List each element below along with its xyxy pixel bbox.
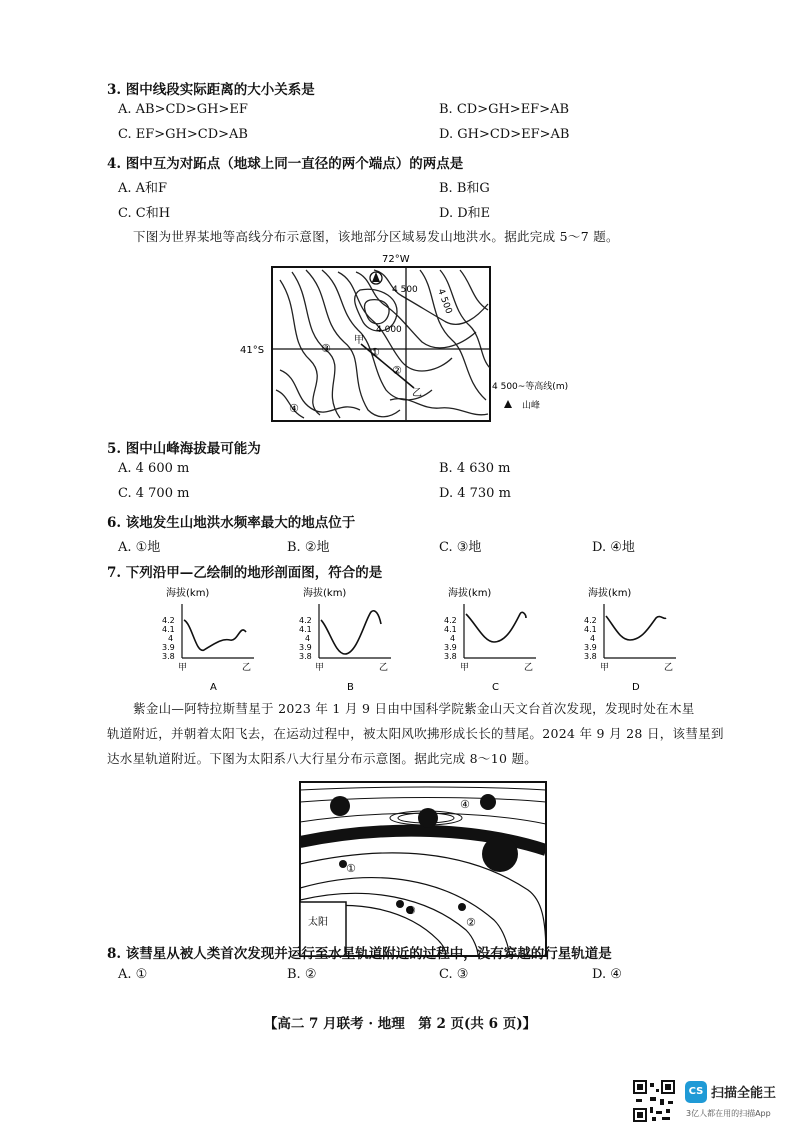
- profile-d-tick-39: 3.9: [584, 643, 597, 652]
- q8-option-a: A. ①: [118, 967, 148, 982]
- q4-option-c: C. C和H: [118, 206, 171, 221]
- q6-option-b: B. ②地: [287, 540, 330, 555]
- camscanner-name: 扫描全能王: [711, 1086, 777, 1101]
- jia-label: 甲: [354, 335, 364, 346]
- q7-stem: 7. 下列沿甲—乙绘制的地形剖面图，符合的是: [107, 565, 383, 581]
- q6-option-a: A. ①地: [118, 540, 161, 555]
- q5-option-c: C. 4 700 m: [118, 486, 190, 501]
- profile-b-tick-39: 3.9: [299, 643, 312, 652]
- profile-c-start: 甲: [460, 663, 470, 673]
- page-footer: 【高二 7 月联考 · 地理 第 2 页(共 6 页)】: [263, 1016, 537, 1032]
- profile-a-tick-38: 3.8: [162, 652, 175, 661]
- profile-a-start: 甲: [178, 663, 188, 673]
- profile-c-letter: C: [492, 682, 499, 693]
- q3-stem: 3. 图中线段实际距离的大小关系是: [107, 82, 315, 98]
- profile-c-tick-38: 3.8: [444, 652, 457, 661]
- profile-b-start: 甲: [315, 663, 325, 673]
- planet-uranus: [480, 794, 496, 810]
- legend-peak-icon: [504, 400, 512, 408]
- profile-d-ylabel: 海拔(km): [588, 588, 632, 599]
- profile-a-tick-41: 4.1: [162, 625, 175, 634]
- profile-c-tick-39: 3.9: [444, 643, 457, 652]
- profile-b-tick-38: 3.8: [299, 652, 312, 661]
- lat-label: 41°S: [240, 345, 265, 356]
- profile-c-curve: [466, 612, 526, 642]
- profile-d-tick-40: 4: [590, 634, 596, 643]
- q8-option-d: D. ④: [592, 967, 622, 982]
- intro-comet-line1: 紫金山—阿特拉斯彗星于 2023 年 1 月 9 日由中国科学院紫金山天文台首次发现，发现时处在木星: [133, 701, 695, 716]
- q8-stem: 8. 该彗星从被人类首次发现并运行至水星轨道附近的过程中，没有穿越的行星轨道是: [107, 946, 612, 962]
- profile-b-end: 乙: [379, 663, 389, 673]
- profile-c-end: 乙: [524, 663, 534, 673]
- profile-c: [440, 584, 550, 694]
- profile-c-tick-42: 4.2: [444, 616, 457, 625]
- q3-option-a: A. AB>CD>GH>EF: [118, 102, 248, 117]
- solar-system-diagram: [298, 780, 548, 958]
- orbit-marker-4: ④: [460, 798, 470, 811]
- contour-label-2: 4 500: [435, 287, 454, 316]
- q6-stem: 6. 该地发生山地洪水频率最大的地点位于: [107, 515, 356, 531]
- q5-option-b: B. 4 630 m: [439, 461, 511, 476]
- profile-a: [158, 584, 268, 694]
- contour-map: [240, 250, 569, 430]
- profile-a-curve: [184, 620, 246, 650]
- profile-a-tick-39: 3.9: [162, 643, 175, 652]
- profile-a-ylabel: 海拔(km): [166, 588, 210, 599]
- planet-jupiter: [482, 836, 518, 872]
- sun-label: 太阳: [308, 917, 328, 928]
- q5-option-d: D. 4 730 m: [439, 486, 511, 501]
- contour-label-3: 4 000: [376, 325, 402, 335]
- qr-code: [632, 1079, 676, 1123]
- intro-comet-line2: 轨道附近，并朝着太阳飞去，在运动过程中，被太阳风吹拂形成长长的彗尾。2024 年 9 月 28 日，该彗星到: [107, 726, 724, 741]
- profile-a-end: 乙: [242, 663, 252, 673]
- profile-b-tick-42: 4.2: [299, 616, 312, 625]
- orbit-marker-3: ③: [406, 904, 416, 917]
- profile-c-tick-41: 4.1: [444, 625, 457, 634]
- camscanner-logo-icon: CS: [685, 1081, 707, 1103]
- profile-b-ylabel: 海拔(km): [303, 588, 347, 599]
- profile-b-letter: B: [347, 682, 354, 693]
- profile-d-tick-38: 3.8: [584, 652, 597, 661]
- profile-a-tick-42: 4.2: [162, 616, 175, 625]
- q3-option-d: D. GH>CD>EF>AB: [439, 127, 570, 142]
- profile-d-letter: D: [632, 682, 640, 693]
- q4-option-a: A. A和F: [118, 181, 168, 196]
- map-point-4: ④: [289, 402, 299, 415]
- q6-option-c: C. ③地: [439, 540, 482, 555]
- profile-d-tick-42: 4.2: [584, 616, 597, 625]
- planet-earth: [458, 903, 466, 911]
- planet-venus: [396, 900, 404, 908]
- intro-contour: 下图为世界某地等高线分布示意图，该地部分区域易发山地洪水。据此完成 5～7 题。: [133, 229, 619, 244]
- q3-option-c: C. EF>GH>CD>AB: [118, 127, 248, 142]
- q4-stem: 4. 图中互为对跖点（地球上同一直径的两个端点）的两点是: [107, 156, 464, 172]
- planet-neptune: [330, 796, 350, 816]
- profile-d-tick-41: 4.1: [584, 625, 597, 634]
- legend-contour: 4 500~等高线(m): [492, 382, 569, 392]
- orbit-marker-2: ②: [466, 916, 476, 929]
- profile-b: [295, 584, 405, 694]
- profile-b-curve: [321, 611, 381, 654]
- q8-option-c: C. ③: [439, 967, 469, 982]
- q4-option-b: B. B和G: [439, 181, 490, 196]
- profile-d-end: 乙: [664, 663, 674, 673]
- q5-option-a: A. 4 600 m: [118, 461, 190, 476]
- profile-c-ylabel: 海拔(km): [448, 588, 492, 599]
- q6-option-d: D. ④地: [592, 540, 635, 555]
- profile-a-tick-40: 4: [168, 634, 174, 643]
- intro-comet-line3: 达水星轨道附近。下图为太阳系八大行星分布示意图。据此完成 8～10 题。: [107, 751, 538, 766]
- profile-d-curve: [606, 616, 666, 640]
- camscanner-tagline: 3亿人都在用的扫描App: [686, 1109, 771, 1118]
- q5-stem: 5. 图中山峰海拔最可能为: [107, 441, 261, 457]
- q4-option-d: D. D和E: [439, 206, 491, 221]
- profile-c-tick-40: 4: [450, 634, 456, 643]
- profile-d: [580, 584, 690, 694]
- lon-label: 72°W: [382, 254, 410, 265]
- q8-option-b: B. ②: [287, 967, 317, 982]
- map-point-1: ①: [370, 346, 380, 359]
- legend-peak: 山峰: [522, 401, 541, 411]
- profile-d-start: 甲: [600, 663, 610, 673]
- profile-b-tick-40: 4: [305, 634, 311, 643]
- map-point-3: ③: [321, 342, 331, 355]
- profile-a-letter: A: [210, 682, 217, 693]
- planet-saturn: [418, 808, 438, 828]
- contour-label-1: 4 500: [392, 285, 418, 295]
- orbit-marker-1: ①: [346, 862, 356, 875]
- yi-label: 乙: [412, 388, 422, 399]
- map-point-2: ②: [392, 364, 402, 377]
- profile-b-tick-41: 4.1: [299, 625, 312, 634]
- q3-option-b: B. CD>GH>EF>AB: [439, 102, 570, 117]
